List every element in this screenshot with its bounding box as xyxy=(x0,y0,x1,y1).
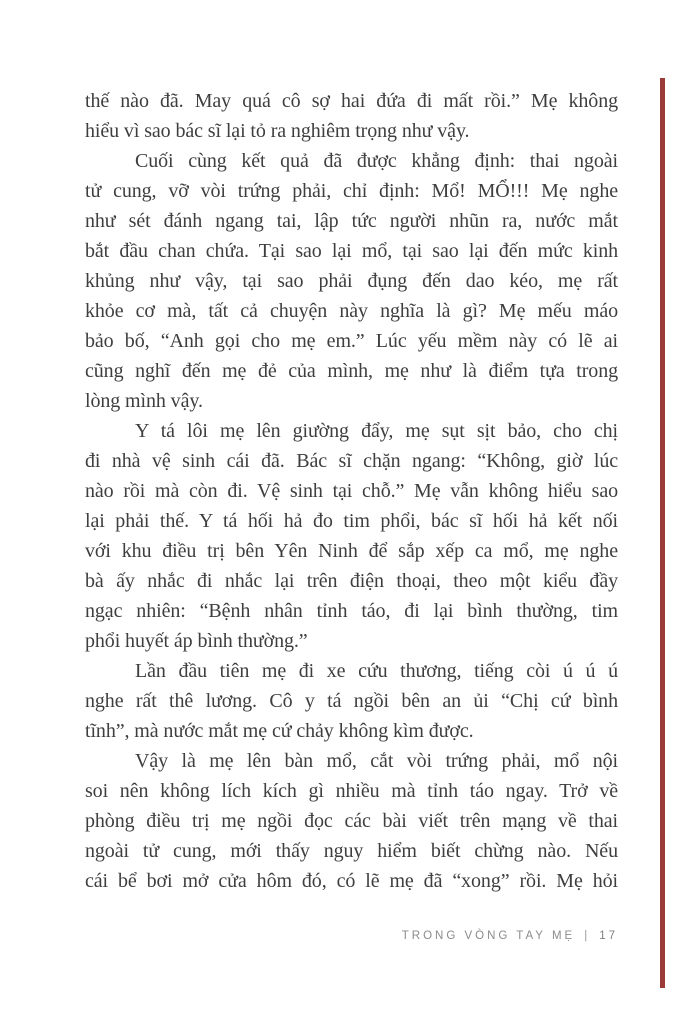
text-line: như sét đánh ngang tai, lập tức người nhũn ra, nước mắt xyxy=(85,210,618,232)
text-line: tĩnh”, mà nước mắt mẹ cứ chảy không kìm được. xyxy=(85,720,474,742)
text-line: cái bể bơi mở cửa hôm đó, có lẽ mẹ đã “xong” rồi. Mẹ hỏi xyxy=(85,870,618,892)
text-line: cũng nghĩ đến mẹ đẻ của mình, mẹ như là điểm tựa trong xyxy=(85,360,618,382)
text-line: Y tá lôi mẹ lên giường đẩy, mẹ sụt sịt bảo, cho chị xyxy=(135,420,618,442)
text-line: tử cung, vỡ vòi trứng phải, chỉ định: Mổ! MỔ!!! Mẹ nghe xyxy=(85,180,618,202)
text-line: nào rồi mà còn đi. Vệ sinh tại chỗ.” Mẹ vẫn không hiểu sao xyxy=(85,480,618,502)
text-line: Lần đầu tiên mẹ đi xe cứu thương, tiếng còi ú ú ú xyxy=(135,660,618,682)
text-line: soi nên không lích kích gì nhiều mà tỉnh táo ngay. Trở về xyxy=(85,780,618,802)
footer-book-title: TRONG VÒNG TAY MẸ xyxy=(401,930,576,942)
text-line: Cuối cùng kết quả đã được khẳng định: thai ngoài xyxy=(135,150,618,172)
text-line: ngoài tử cung, mới thấy nguy hiểm biết chừng nào. Nếu xyxy=(85,840,618,862)
text-line: bảo bố, “Anh gọi cho mẹ em.” Lúc yếu mềm này có lẽ ai xyxy=(85,330,618,352)
text-block xyxy=(85,86,618,896)
text-line: lòng mình vậy. xyxy=(85,390,203,412)
text-line: phòng điều trị mẹ ngồi đọc các bài viết trên mạng về thai xyxy=(85,810,618,832)
text-line: ngạc nhiên: “Bệnh nhân tỉnh táo, đi lại bình thường, tim xyxy=(85,600,618,622)
footer-separator: | xyxy=(584,930,591,942)
text-line: phổi huyết áp bình thường.” xyxy=(85,630,308,652)
footer-page-number: 17 xyxy=(599,930,618,942)
text-line: khủng như vậy, tại sao phải đụng đến dao kéo, mẹ rất xyxy=(85,270,618,292)
text-line: hiểu vì sao bác sĩ lại tỏ ra nghiêm trọng như vậy. xyxy=(85,120,470,142)
text-line: bắt đầu chan chứa. Tại sao lại mổ, tại sao lại đến mức kinh xyxy=(85,240,618,262)
text-line: đi nhà vệ sinh cái đã. Bác sĩ chặn ngang: “Không, giờ lúc xyxy=(85,450,618,472)
text-line: với khu điều trị bên Yên Ninh để sắp xếp ca mổ, mẹ nghe xyxy=(85,540,618,562)
page-edge-line xyxy=(660,78,665,988)
text-line: nghe rất thê lương. Cô y tá ngồi bên an ủi “Chị cứ bình xyxy=(85,690,618,712)
text-line: bà ấy nhắc đi nhắc lại trên điện thoại, theo một kiểu đầy xyxy=(85,570,618,592)
text-line: thế nào đã. May quá cô sợ hai đứa đi mất rồi.” Mẹ không xyxy=(85,90,618,112)
text-line: khỏe cơ mà, tất cả chuyện này nghĩa là gì? Mẹ mếu máo xyxy=(85,300,618,322)
running-footer xyxy=(85,930,618,942)
text-line: Vậy là mẹ lên bàn mổ, cắt vòi trứng phải, mổ nội xyxy=(135,750,618,772)
text-line: lại phải thế. Y tá hối hả đo tim phổi, bác sĩ hối hả kết nối xyxy=(85,510,618,532)
